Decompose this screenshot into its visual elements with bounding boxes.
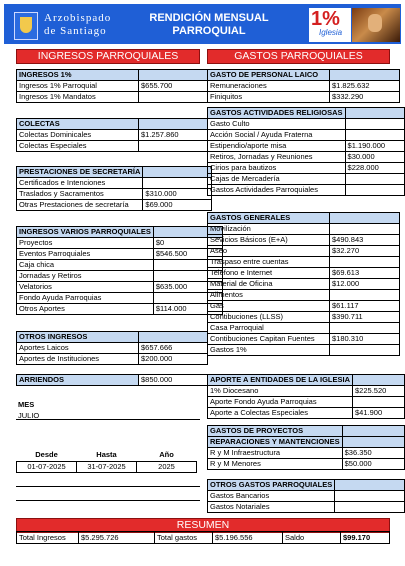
table-row: Alimentos (208, 290, 400, 301)
total-ingresos-label: Total Ingresos (17, 532, 79, 544)
table-row: Finiquitos $332.290 (208, 92, 400, 103)
face-icon (368, 14, 382, 32)
header-bar (4, 4, 401, 44)
section-title: GASTOS DE PROYECTOS (208, 426, 343, 437)
table-row: Retiros, Jornadas y Reuniones $30.000 (208, 152, 405, 163)
section-title: APORTE A ENTIDADES DE LA IGLESIA (208, 375, 353, 386)
section-title: ARRIENDOS (17, 375, 139, 386)
table-row: Colectas Especiales (17, 141, 208, 152)
table-row: Telefono e Internet $69.613 (208, 268, 400, 279)
org-line-2: de Santiago (44, 25, 107, 37)
org-line-1: Arzobispado (44, 12, 112, 24)
section-subtitle: REPARACIONES Y MANTENCIONES (208, 437, 343, 448)
hasta-label: Hasta (96, 450, 117, 460)
section-title: GASTOS GENERALES (208, 213, 330, 224)
document-title (139, 12, 279, 38)
summary-banner: RESUMEN (16, 518, 390, 533)
section-gastos-proyectos (207, 425, 405, 470)
section-otros-ingresos (16, 331, 208, 365)
income-banner: INGRESOS PARROQUIALES (16, 49, 200, 64)
section-title: GASTO DE PERSONAL LAICO (208, 70, 330, 81)
table-row: Gastos 1% (208, 345, 400, 356)
title-line-2: PARROQUIAL (172, 25, 246, 37)
table-row: Ingresos 1% Mandatos (17, 92, 208, 103)
section-gasto-personal (207, 69, 400, 103)
table-row: Contibuciones Capitan Fuentes $180.310 (208, 334, 400, 345)
table-row: Jornadas y Retiros (17, 271, 223, 282)
section-otros-gastos (207, 479, 405, 513)
total-ingresos-value: $5.295.726 (79, 532, 155, 544)
portrait-image (352, 8, 400, 42)
summary-table (16, 531, 390, 544)
table-row: Acción Social / Ayuda Fraterna (208, 130, 405, 141)
table-row: Gastos Notariales (208, 502, 405, 513)
table-row: Fondo Ayuda Parroquias (17, 293, 223, 304)
saldo-value: $99.170 (341, 532, 390, 544)
divider (16, 500, 200, 501)
table-row: Gastos Actividades Parroquiales (208, 185, 405, 196)
table-row: Gastos Bancarios (208, 491, 405, 502)
table-row: Certificados e Intenciones (17, 178, 212, 189)
one-percent-logo (309, 8, 351, 42)
hasta-value: 31-07-2025 (77, 461, 137, 472)
summary-row (17, 532, 390, 544)
table-row: Aporte Fondo Ayuda Parroquias (208, 397, 405, 408)
table-row: Traspaso entre cuentas (208, 257, 400, 268)
shield-icon (20, 17, 32, 33)
table-row: Eventos Parroquiales $546.500 (17, 249, 223, 260)
table-row: Gas $61.117 (208, 301, 400, 312)
table-row: Material de Oficina $12.000 (208, 279, 400, 290)
title-line-1: RENDICIÓN MENSUAL (149, 12, 269, 24)
table-row: Contibuciones (LLSS) $390.711 (208, 312, 400, 323)
section-gastos-generales (207, 212, 400, 356)
desde-value: 01-07-2025 (17, 461, 77, 472)
table-row: Estipendio/aporte misa $1.190.000 (208, 141, 405, 152)
table-row: Remuneraciones $1.825.632 (208, 81, 400, 92)
table-row: 1% Diocesano $225.520 (208, 386, 405, 397)
table-row: Sevicios Básicos (E+A) $490.843 (208, 235, 400, 246)
section-ingresos-1 (16, 69, 208, 103)
org-name (44, 12, 111, 38)
table-row: Colectas Dominicales $1.257.860 (17, 130, 208, 141)
period-table (16, 450, 197, 473)
table-row: Otras Prestaciones de secretaría $69.000 (17, 200, 212, 211)
table-row: Ingresos 1% Parroquial $655.700 (17, 81, 208, 92)
table-row: Proyectos $0 (17, 238, 223, 249)
expense-banner: GASTOS PARROQUIALES (207, 49, 390, 64)
section-colectas (16, 118, 208, 152)
section-title: PRESTACIONES DE SECRETARÍA (17, 167, 143, 178)
section-title: INGRESOS 1% (17, 70, 139, 81)
table-row: Otros Aportes $114.000 (17, 304, 223, 315)
table-row: Aportes de Instituciones $200.000 (17, 354, 208, 365)
table-row: R y M Infraestructura $36.350 (208, 448, 405, 459)
table-row: Movilización (208, 224, 400, 235)
section-title: OTROS GASTOS PARROQUIALES (208, 480, 335, 491)
ano-value: 2025 (137, 461, 197, 472)
archdiocese-logo (14, 12, 38, 40)
table-row: Aseo $32.270 (208, 246, 400, 257)
table-row: Cirios para bautizos $228.000 (208, 163, 405, 174)
section-aporte-entidades (207, 374, 405, 419)
section-secretaria (16, 166, 212, 211)
mes-label: MES (18, 400, 35, 409)
logo-big-text: 1% (311, 8, 340, 30)
logo-small-text: Iglesia (319, 28, 343, 37)
section-title: INGRESOS VARIOS PARROQUIALES (17, 227, 154, 238)
table-row: Aportes Laicos $657.666 (17, 343, 208, 354)
section-ingresos-varios (16, 226, 223, 315)
desde-label: Desde (35, 450, 58, 460)
total-gastos-value: $5.196.556 (213, 532, 283, 544)
table-row: Caja chica (17, 260, 223, 271)
section-title: COLECTAS (17, 119, 139, 130)
divider (16, 486, 200, 487)
table-row: Aporte a Colectas Especiales $41.900 (208, 408, 405, 419)
table-row: Casa Parroquial (208, 323, 400, 334)
divider (16, 419, 200, 420)
saldo-label: Saldo (283, 532, 341, 544)
arriendos-value: $850.000 (139, 375, 208, 386)
table-row: Traslados y Sacramentos $310.000 (17, 189, 212, 200)
table-row: Gasto Culto (208, 119, 405, 130)
ano-label: Año (159, 450, 174, 460)
section-title: OTROS INGRESOS (17, 332, 139, 343)
section-actividades-religiosas (207, 107, 405, 196)
table-row: Velatorios $635.000 (17, 282, 223, 293)
total-gastos-label: Total gastos (155, 532, 213, 544)
mes-value: JULIO (18, 411, 40, 420)
section-title: GASTOS ACTIVIDADES RELIGIOSAS (208, 108, 346, 119)
section-arriendos (16, 374, 208, 386)
table-row: Cajas de Mercadería (208, 174, 405, 185)
table-row: R y M Menores $50.000 (208, 459, 405, 470)
